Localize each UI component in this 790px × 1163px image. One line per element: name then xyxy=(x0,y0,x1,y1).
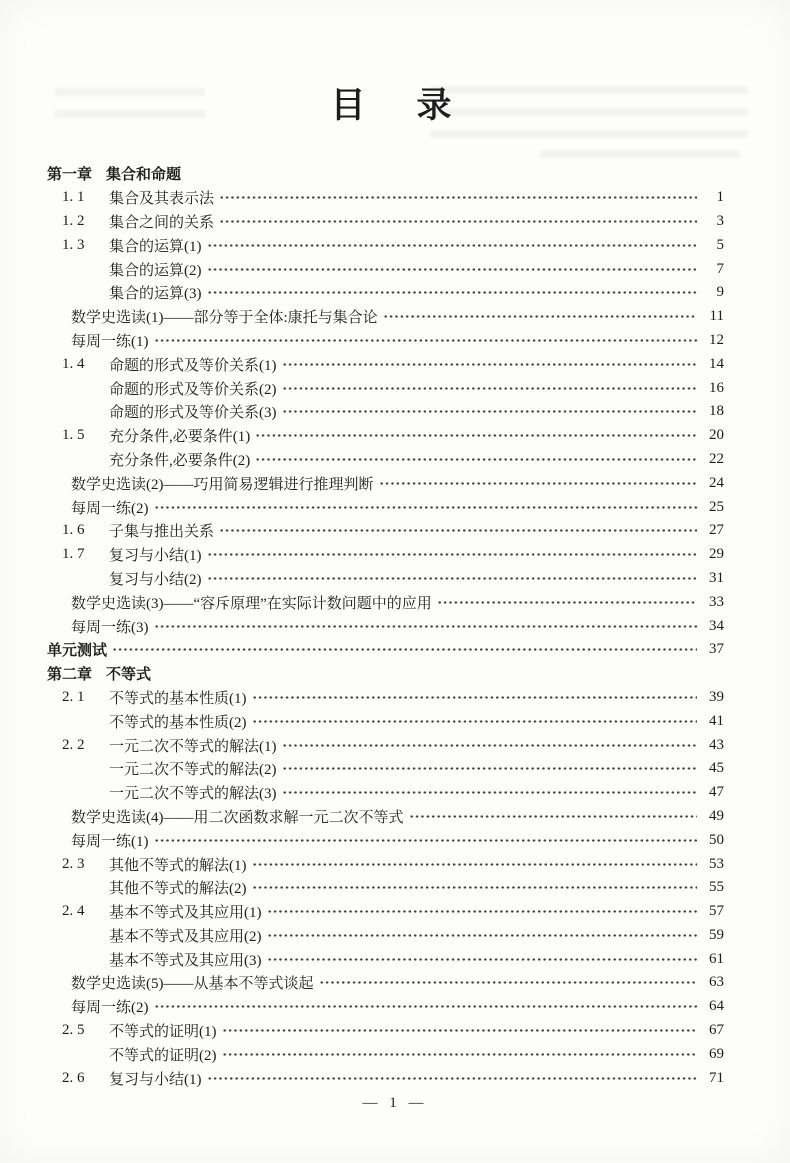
toc-leader-dots xyxy=(219,218,697,225)
toc-leader-dots xyxy=(319,979,698,986)
toc-entry-label: 数学史选读(5)——从基本不等式谈起 xyxy=(71,976,314,993)
toc-entry-label: 单元测试 xyxy=(47,643,108,660)
toc-leader-dots xyxy=(207,289,698,296)
toc-entry-page: 29 xyxy=(709,546,724,563)
toc-leader-dots xyxy=(154,837,698,844)
toc-entry xyxy=(47,590,724,614)
toc-entry-page: 57 xyxy=(709,903,724,920)
toc-entry xyxy=(47,543,724,567)
toc-entry xyxy=(47,757,724,781)
toc-entry-page: 39 xyxy=(709,688,724,705)
toc-entry-page: 33 xyxy=(709,593,724,610)
toc-entry-number: 2. 6 xyxy=(62,1069,85,1086)
toc-entry-label: 数学史选读(3)——“容斥原理”在实际计数问题中的应用 xyxy=(71,595,432,612)
toc-entry-label: 一元二次不等式的解法(1) xyxy=(109,738,277,755)
toc-entry-number: 1. 4 xyxy=(62,355,85,372)
toc-entry-label: 其他不等式的解法(1) xyxy=(109,857,247,874)
toc-entry-number: 1. 3 xyxy=(62,236,85,253)
toc-entry-label: 基本不等式及其应用(3) xyxy=(109,952,262,969)
toc-entry-page: 24 xyxy=(709,474,724,491)
toc-entry-number: 1. 7 xyxy=(62,546,85,563)
toc-leader-dots xyxy=(112,646,697,653)
toc-leader-dots xyxy=(154,337,698,344)
toc-leader-dots xyxy=(282,408,698,415)
toc-entry-label: 数学史选读(2)——巧用简易逻辑进行推理判断 xyxy=(71,476,374,493)
toc-leader-dots xyxy=(252,861,698,868)
toc-leader-dots xyxy=(207,551,698,558)
toc-entry-page: 11 xyxy=(709,308,724,325)
toc-entry xyxy=(47,662,724,686)
toc-leader-dots xyxy=(154,623,698,630)
toc-entry-page: 20 xyxy=(709,427,724,444)
toc-entry-page: 27 xyxy=(709,522,724,539)
toc-entry-label: 一元二次不等式的解法(2) xyxy=(109,762,277,779)
toc-entry-number: 2. 1 xyxy=(62,688,85,705)
toc-entry-label: 不等式 xyxy=(106,666,152,684)
toc-entry-page: 25 xyxy=(709,498,724,515)
toc-entry-page: 41 xyxy=(709,712,724,729)
toc-entry-page: 49 xyxy=(709,807,724,824)
toc-entry xyxy=(47,686,724,710)
toc-leader-dots xyxy=(207,1075,698,1082)
page-number-footer: — 1 — xyxy=(362,1095,428,1111)
toc-entry-page: 71 xyxy=(709,1069,724,1086)
toc-entry-page: 50 xyxy=(709,831,724,848)
toc-entry-page: 16 xyxy=(709,379,724,396)
toc-entry-label: 集合的运算(3) xyxy=(109,286,202,303)
toc-entry-number: 2. 3 xyxy=(62,855,85,872)
toc-entry xyxy=(47,852,724,876)
toc-entry-page: 1 xyxy=(716,189,724,206)
toc-entry xyxy=(47,329,724,353)
toc-entry xyxy=(47,733,724,757)
toc-leader-dots xyxy=(207,242,698,249)
toc-entry xyxy=(47,281,724,305)
toc-entry-number: 2. 4 xyxy=(62,903,85,920)
toc-entry-page: 7 xyxy=(716,260,724,277)
toc-entry-page: 14 xyxy=(709,355,724,372)
toc-entry-label: 每周一练(2) xyxy=(71,1000,149,1017)
toc-entry-label: 数学史选读(4)——用二次函数求解一元二次不等式 xyxy=(71,809,404,826)
toc-leader-dots xyxy=(282,361,698,368)
toc-entry-label: 复习与小结(1) xyxy=(109,548,202,565)
toc-entry-label: 充分条件,必要条件(2) xyxy=(109,452,251,469)
toc-leader-dots xyxy=(267,956,698,963)
toc-entry-label: 子集与推出关系 xyxy=(109,524,215,541)
toc-entry xyxy=(47,424,724,448)
toc-leader-dots xyxy=(282,385,698,392)
toc-entry-page: 69 xyxy=(709,1045,724,1062)
toc-entry xyxy=(47,971,724,995)
toc-leader-dots xyxy=(207,266,698,273)
toc-entry-number: 第一章 xyxy=(47,166,93,184)
toc-entry xyxy=(47,828,724,852)
toc-entry xyxy=(47,495,724,519)
toc-entry-page: 53 xyxy=(709,855,724,872)
toc-entry-number: 2. 5 xyxy=(62,1022,85,1039)
toc-leader-dots xyxy=(267,932,698,939)
toc-entry-label: 每周一练(1) xyxy=(71,333,149,350)
toc-entry-page: 43 xyxy=(709,736,724,753)
toc-entry-label: 不等式的基本性质(2) xyxy=(109,714,247,731)
toc-entry-label: 命题的形式及等价关系(2) xyxy=(109,381,277,398)
toc-entry-number: 1. 2 xyxy=(62,212,85,229)
toc-entry xyxy=(47,352,724,376)
toc-entry xyxy=(47,210,724,234)
toc-entry xyxy=(47,876,724,900)
toc-entry xyxy=(47,257,724,281)
toc-entry-page: 3 xyxy=(716,212,724,229)
toc-entry xyxy=(47,900,724,924)
toc-entry-label: 数学史选读(1)——部分等于全体:康托与集合论 xyxy=(71,310,378,327)
toc-leader-dots xyxy=(282,742,698,749)
toc-entry xyxy=(47,448,724,472)
toc-entry-page: 63 xyxy=(709,974,724,991)
toc-entry xyxy=(47,1019,724,1043)
toc-leader-dots xyxy=(252,718,698,725)
toc-entry-page: 67 xyxy=(709,1022,724,1039)
toc-entry xyxy=(47,162,724,186)
toc-entry-number: 第二章 xyxy=(47,666,93,684)
toc-entry xyxy=(47,305,724,329)
toc-entry-label: 复习与小结(2) xyxy=(109,571,202,588)
toc-leader-dots xyxy=(267,908,698,915)
toc-entry-page: 55 xyxy=(709,879,724,896)
toc-entry xyxy=(47,805,724,829)
toc-entry xyxy=(47,614,724,638)
toc-entry-page: 61 xyxy=(709,950,724,967)
toc-leader-dots xyxy=(219,527,697,534)
toc-entry xyxy=(47,947,724,971)
toc-entry-label: 每周一练(1) xyxy=(71,833,149,850)
toc-entry-label: 充分条件,必要条件(1) xyxy=(109,429,251,446)
toc-entry xyxy=(47,519,724,543)
toc-entry xyxy=(47,1042,724,1066)
toc-entry xyxy=(47,567,724,591)
toc-entry-page: 31 xyxy=(709,569,724,586)
toc-entry xyxy=(47,376,724,400)
toc-entry-label: 复习与小结(1) xyxy=(109,1071,202,1088)
page-title: 目 录 xyxy=(330,86,460,125)
toc-leader-dots xyxy=(222,1051,698,1058)
toc-leader-dots xyxy=(154,1003,698,1010)
toc-entry-page: 64 xyxy=(709,998,724,1015)
toc-entry-label: 每周一练(3) xyxy=(71,619,149,636)
toc-entry-label: 不等式的证明(2) xyxy=(109,1047,217,1064)
toc-entry xyxy=(47,638,724,662)
toc-entry xyxy=(47,233,724,257)
toc-leader-dots xyxy=(383,313,697,320)
toc-entry-page: 37 xyxy=(709,641,724,658)
toc-leader-dots xyxy=(282,765,698,772)
toc-entry xyxy=(47,400,724,424)
toc-entry-page: 18 xyxy=(709,403,724,420)
toc-entry-page: 45 xyxy=(709,760,724,777)
toc-entry-page: 34 xyxy=(709,617,724,634)
toc-entry-label: 集合及其表示法 xyxy=(109,191,215,208)
toc-entry xyxy=(47,924,724,948)
toc-entry xyxy=(47,781,724,805)
toc-entry xyxy=(47,709,724,733)
toc-entry-page: 47 xyxy=(709,784,724,801)
toc-entry-label: 基本不等式及其应用(2) xyxy=(109,928,262,945)
toc-list xyxy=(0,162,790,1090)
toc-entry-label: 命题的形式及等价关系(3) xyxy=(109,405,277,422)
toc-entry-label: 每周一练(2) xyxy=(71,500,149,517)
toc-leader-dots xyxy=(219,194,697,201)
toc-leader-dots xyxy=(437,599,697,606)
toc-entry-number: 1. 6 xyxy=(62,522,85,539)
toc-entry-page: 12 xyxy=(709,331,724,348)
toc-leader-dots xyxy=(255,432,697,439)
toc-entry xyxy=(47,1066,724,1090)
toc-entry-label: 集合之间的关系 xyxy=(109,214,215,231)
toc-entry-label: 一元二次不等式的解法(3) xyxy=(109,786,277,803)
toc-entry-label: 集合的运算(1) xyxy=(109,238,202,255)
toc-leader-dots xyxy=(207,575,698,582)
toc-entry-label: 其他不等式的解法(2) xyxy=(109,881,247,898)
toc-leader-dots xyxy=(409,813,698,820)
toc-entry xyxy=(47,471,724,495)
toc-entry-label: 集合和命题 xyxy=(106,166,182,184)
toc-entry-label: 不等式的基本性质(1) xyxy=(109,690,247,707)
toc-leader-dots xyxy=(252,884,698,891)
toc-leader-dots xyxy=(252,694,698,701)
toc-entry-number: 2. 2 xyxy=(62,736,85,753)
toc-entry-label: 基本不等式及其应用(1) xyxy=(109,905,262,922)
toc-entry-number: 1. 1 xyxy=(62,189,85,206)
toc-entry xyxy=(47,995,724,1019)
toc-leader-dots xyxy=(222,1027,698,1034)
toc-entry-page: 22 xyxy=(709,450,724,467)
toc-entry-label: 不等式的证明(1) xyxy=(109,1024,217,1041)
toc-leader-dots xyxy=(379,480,698,487)
toc-entry-page: 59 xyxy=(709,926,724,943)
toc-entry-page: 9 xyxy=(716,284,724,301)
toc-leader-dots xyxy=(154,504,698,511)
toc-entry-label: 命题的形式及等价关系(1) xyxy=(109,357,277,374)
toc-entry-label: 集合的运算(2) xyxy=(109,262,202,279)
toc-leader-dots xyxy=(282,789,698,796)
toc-entry-page: 5 xyxy=(716,236,724,253)
toc-entry xyxy=(47,186,724,210)
toc-leader-dots xyxy=(255,456,697,463)
toc-entry-number: 1. 5 xyxy=(62,427,85,444)
